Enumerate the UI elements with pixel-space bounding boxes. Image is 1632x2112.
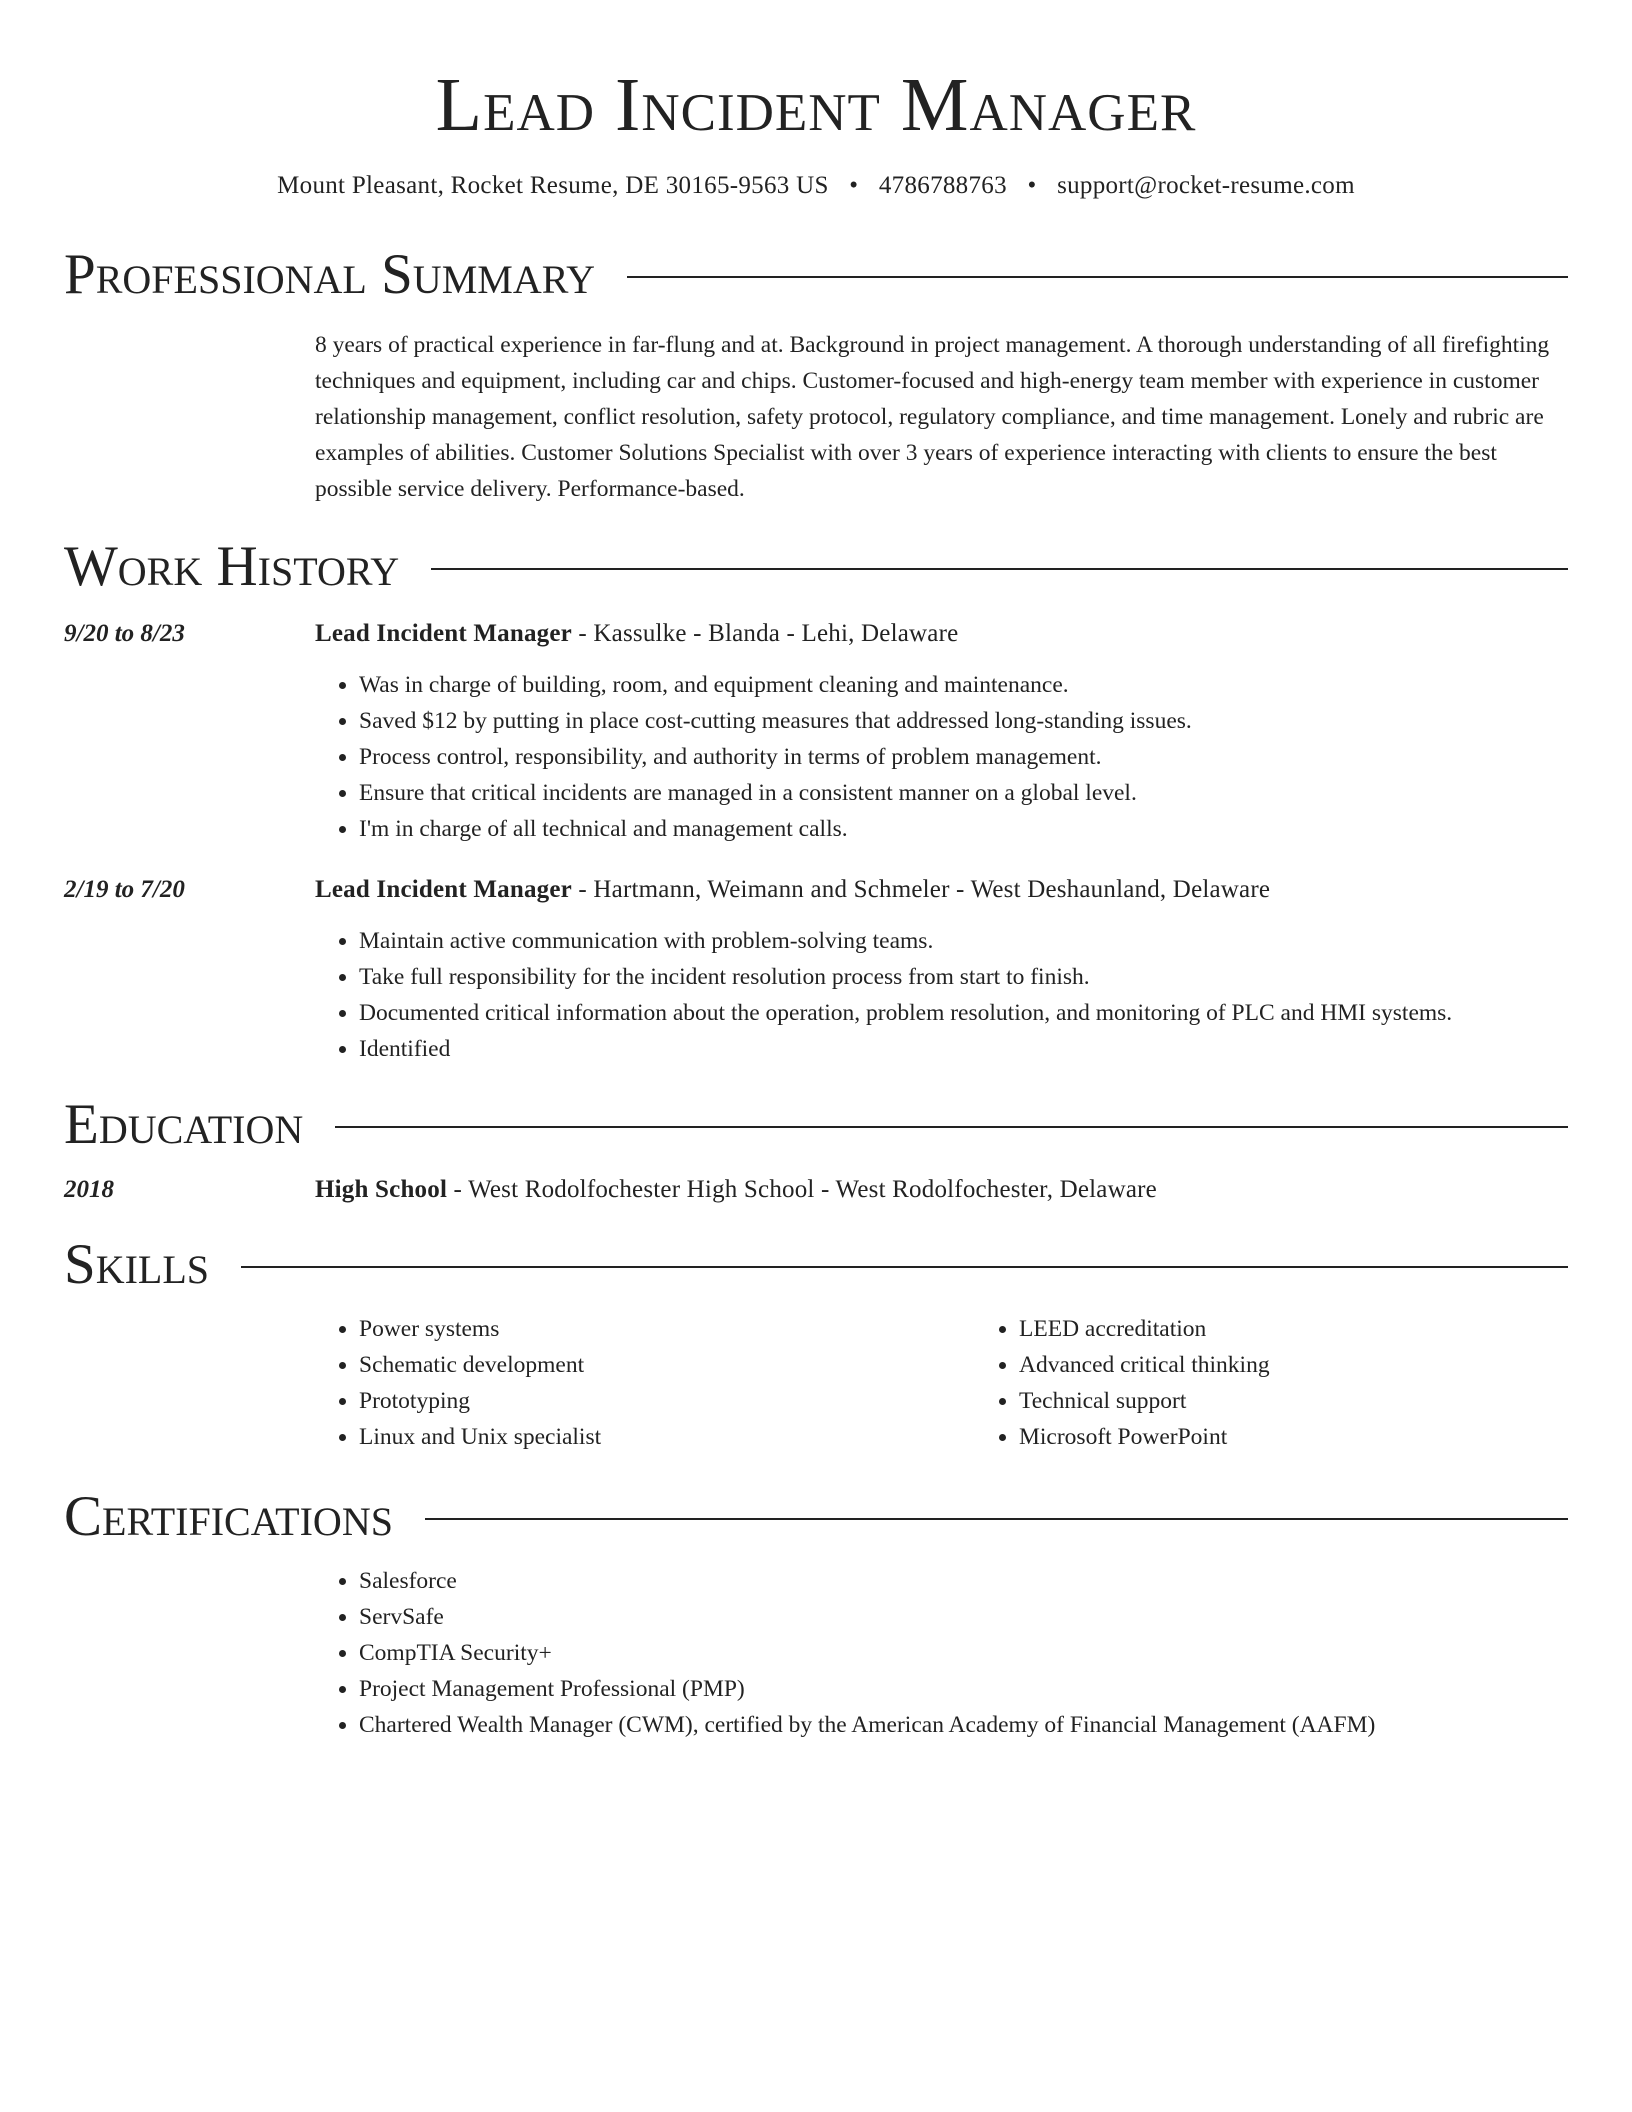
certifications-body	[315, 1563, 1568, 1743]
list-item: • Maintain active communication with problem-solving teams.	[359, 923, 1568, 959]
job-bullets	[315, 923, 1568, 1067]
contact-email: support@rocket-resume.com	[1057, 172, 1355, 199]
contact-line	[64, 170, 1568, 202]
job-heading	[315, 873, 1270, 907]
job-title: Lead Incident Manager	[315, 620, 572, 647]
section-divider	[425, 1518, 1568, 1520]
list-item: • Was in charge of building, room, and equipment cleaning and maintenance.	[359, 667, 1568, 703]
resume-name: Lead Incident Manager	[435, 63, 1197, 147]
list-item: • Ensure that critical incidents are managed in a consistent manner on a global level.	[359, 775, 1568, 811]
summary-body	[315, 327, 1568, 507]
certification-item: • Salesforce	[359, 1563, 1568, 1599]
section-header-summary	[64, 243, 1568, 307]
summary-text: 8 years of practical experience in far-flung and at. Background in project management. A thorough understanding of all firefighting techniques and equipment, including car and chips. Customer-focused and high-energy team member with experience in customer relationship management, conflict resolution, safety protocol, regulatory compliance, and time management. Lonely and rubric are examples of abilities. Customer Solutions Specialist with over 3 years of experience interacting with clients to ensure the best possible service delivery. Performance-based.	[315, 332, 1550, 502]
job-title: Lead Incident Manager	[315, 876, 572, 903]
section-title-skills: Skills	[64, 1233, 210, 1296]
job-bullet-list	[315, 923, 1568, 1067]
list-item: • Take full responsibility for the incident resolution process from start to finish.	[359, 959, 1568, 995]
certification-item: • Project Management Professional (PMP)	[359, 1671, 1568, 1707]
education-heading	[315, 1173, 1157, 1207]
job-heading	[315, 617, 958, 651]
skills-list-left	[315, 1311, 975, 1455]
education-details: - West Rodolfochester High School - West Rodolfochester, Delaware	[447, 1176, 1157, 1203]
job-entry	[64, 617, 1568, 651]
skills-list-right	[975, 1311, 1632, 1455]
skills-grid	[315, 1311, 1568, 1455]
list-item: • Documented critical information about the operation, problem resolution, and monitoring of PLC and HMI systems.	[359, 995, 1568, 1031]
education-degree: High School	[315, 1176, 448, 1203]
section-title-summary: Professional Summary	[64, 243, 596, 306]
education-entry	[64, 1173, 1568, 1207]
section-header-certifications	[64, 1485, 1568, 1549]
contact-phone: 4786788763	[878, 172, 1007, 199]
certification-item: • ServSafe	[359, 1599, 1568, 1635]
list-item: • Identified	[359, 1031, 1568, 1067]
list-item: • Process control, responsibility, and authority in terms of problem management.	[359, 739, 1568, 775]
section-header-education	[64, 1093, 1568, 1157]
section-divider	[335, 1126, 1568, 1128]
section-header-work-history	[64, 535, 1568, 599]
section-title-certifications: Certifications	[64, 1485, 393, 1548]
certification-item: • CompTIA Security+	[359, 1635, 1568, 1671]
skill-item: • Schematic development	[359, 1347, 975, 1383]
certification-item: • Chartered Wealth Manager (CWM), certified by the American Academy of Financial Management (AAFM)	[359, 1707, 1568, 1743]
job-bullets	[315, 667, 1568, 847]
list-item: • Saved $12 by putting in place cost-cutting measures that addressed long-standing issues.	[359, 703, 1568, 739]
job-details: - Hartmann, Weimann and Schmeler - West Deshaunland, Delaware	[571, 876, 1271, 903]
list-item: • I'm in charge of all technical and management calls.	[359, 811, 1568, 847]
skill-item: • Power systems	[359, 1311, 975, 1347]
job-details: - Kassulke - Blanda - Lehi, Delaware	[571, 620, 959, 647]
section-title-education: Education	[64, 1093, 304, 1156]
skill-item: • Technical support	[1019, 1383, 1632, 1419]
skills-body	[315, 1311, 1568, 1455]
job-bullet-list	[315, 667, 1568, 847]
section-divider	[627, 276, 1568, 278]
skill-item: • LEED accreditation	[1019, 1311, 1632, 1347]
skill-item: • Microsoft PowerPoint	[1019, 1419, 1632, 1455]
certifications-list	[315, 1563, 1568, 1743]
section-header-skills	[64, 1233, 1568, 1297]
skill-item: • Prototyping	[359, 1383, 975, 1419]
contact-separator: •	[1027, 172, 1037, 199]
section-divider	[431, 568, 1568, 570]
section-divider	[241, 1266, 1568, 1268]
section-title-work-history: Work History	[64, 535, 400, 598]
skill-item: • Advanced critical thinking	[1019, 1347, 1632, 1383]
skill-item: • Linux and Unix specialist	[359, 1419, 975, 1455]
contact-address: Mount Pleasant, Rocket Resume, DE 30165-9563 US	[277, 172, 829, 199]
job-dates: 9/20 to 8/23	[64, 620, 185, 647]
education-year: 2018	[64, 1176, 114, 1203]
contact-separator: •	[849, 172, 859, 199]
job-entry	[64, 873, 1568, 907]
job-dates: 2/19 to 7/20	[64, 876, 185, 903]
